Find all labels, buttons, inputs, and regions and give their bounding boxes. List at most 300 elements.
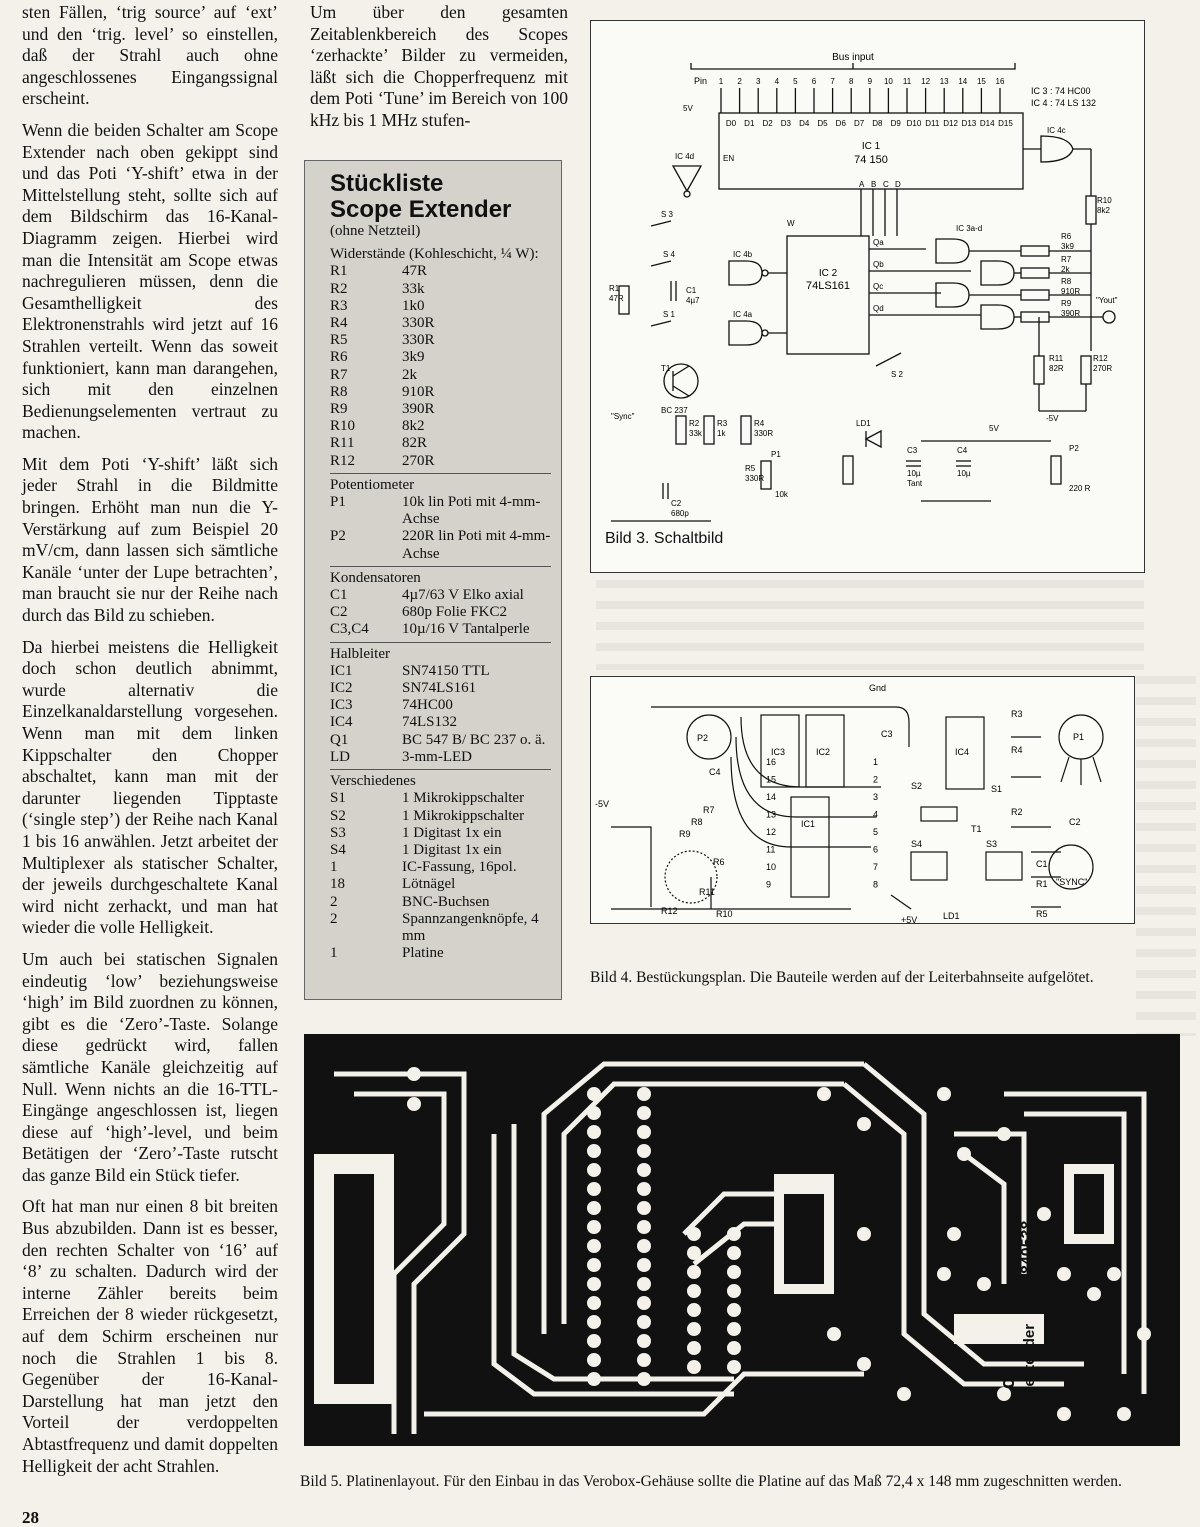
placement-label: C2 (1069, 817, 1081, 827)
pin-number: 13 (939, 77, 949, 86)
pcb-pad (1057, 1407, 1071, 1421)
part-ref: R11 (330, 435, 355, 452)
parts-row (330, 453, 435, 470)
schematic-label: IC 4b (733, 250, 753, 259)
pcb-pad (587, 1372, 601, 1386)
data-input-label: D4 (799, 119, 810, 128)
schematic-diagram (591, 21, 1144, 572)
placement-label: S2 (911, 781, 923, 791)
part-ref: R2 (330, 280, 348, 297)
schematic-label: 10µ (907, 469, 921, 478)
schematic-label: EN (723, 154, 735, 163)
parts-row (330, 714, 545, 731)
part-value: 10µ/16 V Tantalperle (402, 621, 530, 638)
paragraph: Mit dem Poti ‘Y-shift’ läßt sich jeder Strahl in die Bildmitte bringen. Erhöht man nun die Y-Verstärkung auf zum Beispiel 20 mV/cm, dann lassen sich sämtliche Kanäle ‘unter der Lupe betrachten’, man braucht sie nur der Reihe nach durch das Bild zu schieben. (22, 453, 278, 626)
data-input-label: D11 (925, 119, 940, 128)
ic1-label: IC 1 (861, 141, 881, 152)
schematic-label: S 2 (891, 370, 904, 379)
schematic-label: BC 237 (661, 406, 688, 415)
pcb-pad (857, 1117, 871, 1131)
part-value: 74LS132 (402, 714, 458, 731)
placement-label: C4 (709, 767, 721, 777)
paragraph: Um über den gesamten Zeitablenkbereich des Scopes ‘zerhackte’ Bilder zu vermeiden, läßt sich die Chopperfrequenz mit dem Poti ‘Tune’ im Bereich von 100 kHz bis 1 MHz stufen- (310, 2, 568, 130)
ic2-label: IC 2 (818, 268, 838, 279)
pcb-pad (587, 1163, 601, 1177)
parts-row (330, 894, 551, 911)
schematic-label: Tant (907, 479, 923, 488)
schematic-label: 330R (745, 474, 765, 483)
parts-row (330, 825, 551, 842)
parts-row (330, 298, 435, 315)
schematic-label: Qb (873, 260, 884, 269)
pcb-pad (587, 1087, 601, 1101)
pcb-pad (937, 1267, 951, 1281)
pcb-pad (587, 1125, 601, 1139)
part-value: 47R (402, 263, 428, 280)
part-value: 390R (402, 401, 435, 418)
pcb-pad (587, 1239, 601, 1253)
pcb-pad (977, 1277, 991, 1291)
pcb-pad (637, 1220, 651, 1234)
text-column-left (22, 2, 278, 1487)
data-input-label: D3 (780, 119, 792, 128)
pcb-pad (637, 1315, 651, 1329)
paragraph: Oft hat man nur einen 8 bit breiten Bus abzubilden. Dann ist es besser, den rechten Schalter von ‘16’ auf ‘8’ zu schalten. Dadurch wird der interne Zähler bereits beim Erreichen der 8 wieder rückgesetzt, auf dem Schirm erscheinen nur noch die Strahlen 1 bis 8. Gegenüber der 16-Kanal-Darstellung hat man jetzt den Vorteil der verdoppelten Abtastfrequenz und damit doppelten Helligkeit der acht Strahlen. (22, 1196, 278, 1476)
placement-label: T1 (971, 824, 982, 834)
pcb-pad (587, 1277, 601, 1291)
data-input-label: D7 (853, 119, 865, 128)
pcb-pad (637, 1334, 651, 1348)
part-ref: R6 (330, 349, 348, 366)
schematic-label: 4µ7 (686, 296, 700, 305)
pcb-pad (727, 1303, 741, 1317)
part-value: Platine (402, 945, 444, 962)
placement-label: -5V (595, 799, 610, 809)
part-ref: S3 (330, 824, 346, 841)
placement-label: C1 (1036, 859, 1048, 869)
schematic-label: 1k (717, 429, 726, 438)
schematic-label: IC 4a (733, 310, 753, 319)
parts-row (330, 911, 551, 945)
part-value: 330R (402, 315, 435, 332)
part-value: 8k2 (402, 418, 425, 435)
pcb-pad (1137, 1327, 1151, 1341)
placement-label: R3 (1011, 709, 1023, 719)
pcb-pad (1037, 1207, 1051, 1221)
pcb-layout (304, 1034, 1180, 1446)
placement-label: R12 (661, 906, 678, 916)
part-value: 10k lin Poti mit 4-mm-Achse (402, 494, 541, 528)
parts-row (330, 808, 551, 825)
pcb-pad (587, 1201, 601, 1215)
ic1-type: 74 150 (854, 154, 888, 166)
placement-label: R9 (679, 829, 691, 839)
pcb-pad (587, 1220, 601, 1234)
schematic-label: 2k (1061, 265, 1070, 274)
schematic-label: 390R (1061, 309, 1081, 318)
pcb-pad (947, 1227, 961, 1241)
parts-row (330, 876, 551, 893)
part-ref: IC1 (330, 662, 353, 679)
part-value: IC-Fassung, 16pol. (402, 859, 517, 876)
part-ref: IC2 (330, 680, 353, 697)
part-value: 3-mm-LED (402, 748, 472, 765)
part-value: 1 Mikrokippschalter (402, 790, 525, 807)
pin-number: 14 (958, 77, 968, 86)
pin-number: 2 (873, 774, 879, 785)
figure-placement (590, 676, 1135, 924)
pin-number: 3 (755, 77, 761, 86)
pin-number: 5 (793, 77, 798, 86)
parts-row (330, 663, 545, 680)
pcb-pad (687, 1341, 701, 1355)
pcb-pad (637, 1201, 651, 1215)
parts-row (330, 697, 545, 714)
data-input-label: D8 (872, 119, 883, 128)
data-input-label: D14 (979, 119, 995, 128)
parts-table (330, 587, 530, 639)
parts-table (330, 663, 545, 766)
show-through-background (1136, 676, 1196, 1036)
schematic-label: P2 (1069, 444, 1079, 453)
pin-number: 1 (873, 757, 879, 767)
board-name: scope extender (1021, 1323, 1038, 1434)
paragraph: Um auch bei statischen Signalen eindeutig ‘low’ beziehungsweise ‘high’ im Bild zuordnen zu können, gibt es die ‘Zero’-Taste. Solange diese gedrückt wird, fallen sämtliche Kanäle gleichzeitig auf Null. Wenn nichts an die 16-TTL-Eingänge angeschlossen ist, liegen diese auf ‘high’-level, und beim Betätigen der ‘Zero’-Taste rutscht das ganze Bild ein Stück tiefer. (22, 948, 278, 1185)
schematic-label: C (883, 180, 889, 189)
pin-number: 13 (766, 809, 777, 820)
schematic-label: 5V (989, 424, 999, 433)
parts-row (330, 604, 530, 621)
placement-label: R1 (1036, 879, 1048, 889)
part-ref: IC3 (330, 697, 353, 714)
schematic-label: 680p (671, 509, 689, 518)
placement-label: R4 (1011, 745, 1023, 755)
part-value: 270R (402, 452, 435, 469)
data-input-label: D0 (725, 119, 737, 128)
schematic-label: C4 (957, 446, 968, 455)
schematic-label: D (895, 180, 901, 189)
parts-row (330, 367, 435, 384)
schematic-label: R10 (1097, 196, 1112, 205)
ic-legend-1: IC 3 : 74 HC00 (1031, 86, 1091, 96)
placement-label: IC1 (801, 819, 816, 829)
ic2-type: 74LS161 (805, 280, 851, 292)
pin-number: 14 (766, 792, 777, 802)
placement-label: R6 (713, 857, 725, 867)
part-ref: R7 (330, 366, 348, 383)
parts-section-heading: Potentiometer (330, 476, 415, 493)
schematic-label: S 3 (661, 210, 674, 219)
part-ref: LD (330, 748, 350, 765)
pcb-pad (637, 1258, 651, 1272)
pcb-pad (937, 1087, 951, 1101)
pin-number: 2 (737, 77, 742, 86)
pcb-pad (997, 1127, 1011, 1141)
part-value: 4µ7/63 V Elko axial (402, 587, 524, 604)
parts-list-subtitle: (ohne Netzteil) (330, 223, 421, 239)
schematic-label: "Yout" (1096, 296, 1118, 305)
data-input-label: D12 (943, 119, 958, 128)
part-ref: 1 (330, 859, 338, 876)
pin-number: 7 (873, 862, 879, 872)
part-value: 1 Mikrokippschalter (402, 807, 525, 824)
part-value: 330R (402, 332, 435, 349)
pcb-pad (687, 1246, 701, 1260)
board-number: 840538 (1019, 1220, 1036, 1274)
pin-number: 3 (873, 792, 879, 802)
pin-number: 16 (995, 77, 1005, 86)
part-ref: S1 (330, 790, 346, 807)
schematic-label: 10µ (957, 469, 971, 478)
pcb-pad (587, 1334, 601, 1348)
parts-row (330, 315, 435, 332)
pcb-pad (727, 1265, 741, 1279)
placement-label: "SYNC" (1056, 877, 1088, 887)
pcb-pad (727, 1360, 741, 1374)
parts-row (330, 732, 545, 749)
pin-number: 6 (811, 77, 817, 86)
schematic-label: R5 (745, 464, 756, 473)
parts-section-heading: Kondensatoren (330, 569, 421, 586)
placement-label: R11 (699, 887, 715, 897)
pcb-pad (897, 1387, 911, 1401)
schematic-label: 910R (1061, 287, 1081, 296)
parts-row (330, 281, 435, 298)
pcb-pad (587, 1296, 601, 1310)
data-input-label: D1 (744, 119, 755, 128)
pin-number: 7 (830, 77, 835, 86)
schematic-label: Qd (873, 304, 884, 313)
parts-section-heading: Halbleiter (330, 645, 390, 662)
schematic-label: R8 (1061, 277, 1072, 286)
parts-row (330, 621, 530, 638)
data-input-label: D9 (890, 119, 901, 128)
pcb-pad (957, 1147, 971, 1161)
parts-row (330, 528, 551, 562)
schematic-label: R11 (1049, 354, 1064, 363)
parts-row (330, 859, 551, 876)
part-ref: C1 (330, 587, 348, 604)
schematic-label: R6 (1061, 232, 1072, 241)
placement-label: C3 (881, 729, 893, 739)
pcb-pad (637, 1087, 651, 1101)
pcb-pad (827, 1327, 841, 1341)
parts-table (330, 494, 551, 563)
part-ref: C2 (330, 604, 348, 621)
pin-number: 10 (766, 862, 777, 872)
paragraph: Wenn die beiden Schalter am Scope Extender nach oben gekippt sind und das Poti ‘Y-shift’ etwa in der Mittelstellung steht, sollte sich auf dem Bildschirm das 16-Kanal-Diagramm zeigen. Hierbei wird man die Intensität am Scope etwas nachregulieren müssen, denn die Gesamthelligkeit des Elektronenstrahls wird jetzt auf 16 Strahlen verteilt. Wenn das soweit funktioniert, kann man darangehen, sich mit den einzelnen Bedienungselementen vertraut zu machen. (22, 119, 278, 443)
part-ref: IC4 (330, 714, 353, 731)
pcb-pad (727, 1227, 741, 1241)
pin-number: 10 (883, 77, 893, 86)
parts-row (330, 842, 551, 859)
parts-row (330, 494, 551, 528)
part-ref: R3 (330, 297, 348, 314)
schematic-label: S 4 (663, 250, 676, 259)
pcb-pad (407, 1097, 421, 1111)
pin-number: 12 (921, 77, 931, 86)
schematic-label: 8k2 (1097, 206, 1110, 215)
schematic-label: A (859, 180, 865, 189)
part-ref: 1 (330, 945, 338, 962)
part-value: 1 Digitast 1x ein (402, 841, 502, 858)
placement-label: P2 (697, 733, 709, 743)
figure-caption: Bild 5. Platinenlayout. Für den Einbau in das Verobox-Gehäuse sollte die Platine auf das Maß 72,4 x 148 mm zugeschnitten werden. (300, 1473, 1122, 1490)
pcb-pad (857, 1227, 871, 1241)
pcb-pad (687, 1284, 701, 1298)
pin-number: 16 (766, 757, 777, 767)
schematic-label: 10k (775, 490, 788, 499)
parts-row (330, 263, 435, 280)
placement-label: IC2 (816, 747, 831, 757)
placement-label: IC4 (955, 747, 970, 757)
placement-label: R2 (1011, 807, 1023, 817)
schematic-label: "Sync" (611, 412, 635, 421)
part-ref: 2 (330, 893, 338, 910)
schematic-label: IC 4c (1047, 126, 1066, 135)
schematic-label: S 1 (663, 310, 676, 319)
pcb-pad (687, 1265, 701, 1279)
schematic-label: 270R (1093, 364, 1113, 373)
schematic-label: Qa (873, 238, 884, 247)
pin-label: Pin (694, 76, 708, 86)
placement-label: IC3 (771, 747, 786, 757)
pcb-pad (1087, 1287, 1101, 1301)
placement-label: Gnd (869, 683, 887, 693)
figure-schematic (590, 20, 1145, 573)
data-input-label: D13 (961, 119, 977, 128)
schematic-label: R2 (689, 419, 700, 428)
placement-diagram (591, 677, 1134, 923)
pcb-pad (587, 1315, 601, 1329)
schematic-label: T1 (661, 364, 671, 373)
schematic-label: R1 (609, 284, 620, 293)
part-value: 74HC00 (402, 697, 453, 714)
parts-section-heading: Verschiedenes (330, 773, 416, 790)
pcb-pad (687, 1360, 701, 1374)
pcb-pad (857, 1357, 871, 1371)
parts-section-heading: Widerstände (Kohleschicht, ¼ W): (330, 246, 539, 263)
parts-row (330, 401, 435, 418)
figure-pcb-layout (304, 1034, 1180, 1446)
part-ref: R10 (330, 418, 356, 435)
part-value: BC 547 B/ BC 237 o. ä. (402, 731, 546, 748)
part-ref: 2 (330, 910, 338, 927)
part-ref: S2 (330, 807, 346, 824)
pin-number: 12 (766, 827, 777, 837)
part-ref: P2 (330, 528, 346, 545)
pin-number: 15 (976, 77, 986, 86)
pcb-pad (727, 1322, 741, 1336)
parts-table (330, 263, 435, 469)
part-value: 3k9 (402, 349, 425, 366)
pin-number: 11 (902, 77, 912, 86)
schematic-label: R4 (754, 419, 765, 428)
part-ref: Q1 (330, 731, 349, 748)
page-number: 28 (22, 1508, 39, 1527)
placement-label: LD1 (943, 911, 960, 921)
part-value: 33k (402, 280, 425, 297)
data-input-label: D6 (835, 119, 846, 128)
pin-number: 4 (774, 77, 780, 86)
pcb-pad (637, 1239, 651, 1253)
pin-number: 6 (873, 844, 879, 855)
pcb-pad (687, 1227, 701, 1241)
bus-input-label: Bus input (832, 52, 874, 63)
pcb-pad (637, 1106, 651, 1120)
pin-number: 11 (766, 844, 776, 855)
text-column-middle (310, 2, 568, 142)
part-ref: R4 (330, 315, 348, 332)
part-value: 2k (402, 366, 417, 383)
pcb-pad (587, 1258, 601, 1272)
pcb-pad (407, 1067, 421, 1081)
parts-row (330, 749, 545, 766)
part-ref: P1 (330, 494, 346, 511)
data-input-label: D10 (906, 119, 922, 128)
part-ref: R1 (330, 263, 348, 280)
ic-legend-2: IC 4 : 74 LS 132 (1031, 98, 1097, 108)
paragraph: Da hierbei meistens die Helligkeit doch schon deutlich abnimmt, wurde alternativ die Einzelkanaldarstellung vorgesehen. Wenn man mit dem linken Kippschalter den Chopper abschaltet, kann man mit der darunter liegenden Tipptaste (‘single step’) der Reihe nach Kanal 1 bis 16 anwählen. Jetzt arbeitet der Multiplexer als statischer Schalter, der jeweils durchgeschaltete Kanal wird nicht zerhackt, und man hat wieder die volle Helligkeit. (22, 636, 278, 938)
schematic-label: IC 4d (675, 152, 695, 161)
pcb-pad (727, 1246, 741, 1260)
schematic-label: 47R (609, 294, 624, 303)
figure-caption: Bild 4. Bestückungsplan. Die Bauteile werden auf der Leiterbahnseite aufgelötet. (590, 969, 1094, 986)
parts-row (330, 945, 551, 962)
pcb-pad (637, 1163, 651, 1177)
section-divider (330, 642, 551, 643)
part-value: Spannzangenknöpfe, 4 mm (402, 910, 539, 944)
schematic-label: R9 (1061, 299, 1072, 308)
placement-label: +5V (901, 915, 918, 923)
parts-row (330, 384, 435, 401)
part-ref: R12 (330, 452, 356, 469)
pin-number: 8 (848, 77, 854, 86)
parts-row (330, 680, 545, 697)
part-ref: R9 (330, 401, 348, 418)
placement-label: R5 (1036, 909, 1048, 919)
pin-number: 1 (718, 77, 724, 86)
part-value: 220R lin Poti mit 4-mm-Achse (402, 528, 551, 562)
part-value: SN74150 TTL (402, 662, 490, 679)
schematic-label: 330R (754, 429, 774, 438)
placement-label: S4 (911, 839, 923, 849)
pcb-pad (1107, 1267, 1121, 1281)
part-value: 1 Digitast 1x ein (402, 824, 502, 841)
pcb-pad (637, 1372, 651, 1386)
pcb-pad (637, 1277, 651, 1291)
schematic-label: 3k9 (1061, 242, 1074, 251)
placement-label: R7 (703, 805, 715, 815)
schematic-label: C1 (686, 286, 697, 295)
pin-number: 9 (867, 77, 873, 86)
pcb-pad (637, 1182, 651, 1196)
parts-list-sections (330, 246, 551, 962)
pcb-pad (637, 1296, 651, 1310)
section-divider (330, 769, 551, 770)
pcb-pad (817, 1087, 831, 1101)
schematic-label: 5V (683, 104, 693, 113)
parts-row (330, 349, 435, 366)
parts-table (330, 790, 551, 962)
pcb-pad (587, 1182, 601, 1196)
part-value: 82R (402, 435, 428, 452)
part-value: 1k0 (402, 297, 425, 314)
data-input-label: D2 (762, 119, 773, 128)
part-ref: C3,C4 (330, 621, 369, 638)
schematic-label: C2 (671, 499, 682, 508)
pcb-pad (727, 1341, 741, 1355)
